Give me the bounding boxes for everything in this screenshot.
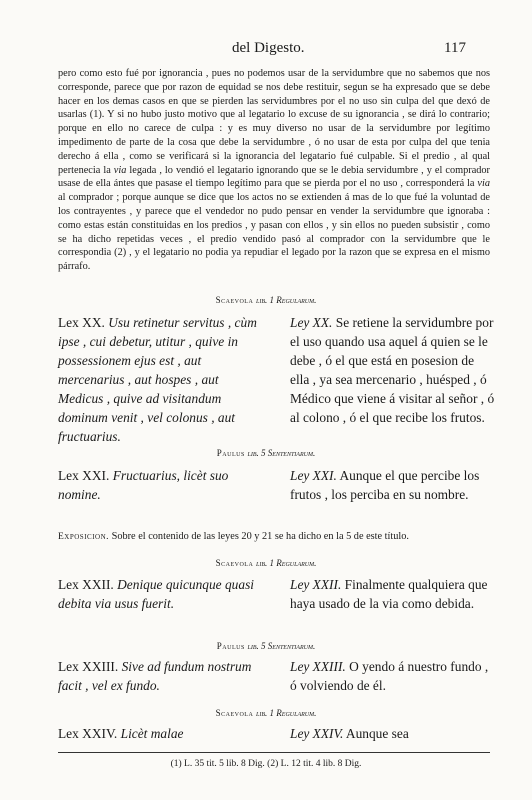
spanish-text-column (290, 657, 496, 695)
latin-law-number: Lex XX. (58, 315, 105, 330)
spanish-text-column (290, 724, 496, 743)
commentary-text: al comprador ; porque aunque se dice que los actos no se extienden á mas de lo que fué la voluntad de los contrayentes , y parece que el vendedor no pudo pensar en vender la servidumbre que ignoraba : como estas están constituidas en los predios , y pasan con ellos , y sin ellos no pueden subsistir , como se ha dicho repetidas veces , el predio vendido pasó al comprador con la servidumbre que le correspondia (2) , y el legatario no podia ya repudiar el legado por la razon que se expresa en el mismo párrafo. (58, 192, 490, 273)
latin-text-column (58, 724, 262, 743)
footnotes: (1) L. 35 tit. 5 lib. 8 Dig. (2) L. 12 tit. 4 lib. 8 Dig. (170, 759, 362, 769)
source-citation (0, 295, 532, 305)
source-author: Scaevola (215, 558, 254, 568)
source-citation (0, 708, 532, 718)
source-work: lib. 1 Regularum. (256, 708, 317, 718)
commentary-text: pero como esto fué por ignorancia , pues no podemos usar de la servidumbre que no sabemos que nos corresponde, parece que por razon de equidad se nos debe restituir, segun se ha expresado que se debe hacer en los demas casos en que se pierden las servidumbres por el no uso sin culpa del que dexó de usarlas (1). Y si no hubo justo motivo que al legatario lo excuse de su ignorancia , se dirá lo contrario; porque en ello no carece de culpa : y es muy diverso no usar de la servidumbre por legítimo impedimento de parte de la cosa que debe la servidumbre , ó no usar de esta por culpa del que tenia derecho á ella , como se verificará si la ignorancia del legatario fué culpable. Si el predio , al qual pertenecia la (58, 68, 490, 176)
source-citation (0, 448, 532, 458)
latin-text-column (58, 466, 262, 504)
exposition-note (58, 530, 490, 545)
source-citation (0, 558, 532, 568)
latin-law-number: Lex XXIV. (58, 726, 118, 741)
source-work: lib. 5 Sententiarum. (247, 448, 316, 458)
latin-law-text: Denique quicunque quasi debita via usus fuerit. (58, 577, 254, 611)
spanish-law-text: Aunque el que percibe los frutos , los perciba en su nombre. (290, 468, 480, 502)
spanish-text-column (290, 313, 496, 427)
commentary-text: legada , lo vendió el legatario ignorando que se le debia servidumbre , y el comprador usase de ella ántes que pasase el tiempo legítimo para que se pierda por el no uso , corresponderá la (58, 164, 490, 190)
latin-law-number: Lex XXII. (58, 577, 114, 592)
spanish-text-column (290, 466, 496, 504)
exposition-text: Sobre el contenido de las leyes 20 y 21 se ha dicho en la 5 de este título. (111, 531, 409, 542)
latin-text-column (58, 313, 262, 446)
commentary-term: via (477, 178, 490, 190)
source-author: Scaevola (215, 708, 254, 718)
source-author: Paulus (216, 448, 245, 458)
latin-text-column (58, 657, 262, 695)
latin-law-number: Lex XXIII. (58, 659, 119, 674)
latin-law-number: Lex XXI. (58, 468, 110, 483)
source-work: lib. 5 Sententiarum. (247, 641, 316, 651)
source-author: Scaevola (215, 295, 254, 305)
exposition-label: Exposicion. (58, 532, 110, 542)
spanish-law-text: O yendo á nuestro fundo , ó volviendo de él. (290, 659, 489, 693)
latin-text-column (58, 575, 262, 613)
spanish-law-number: Ley XXIII. (290, 659, 346, 674)
source-citation (0, 641, 532, 651)
source-author: Paulus (216, 641, 245, 651)
spanish-law-text: Se retiene la servidumbre por el uso quando usa aquel á quien se le debe , ó el que está en posesion de ella , ya sea mercenario , huésped , ó Médico que viene á visitar al señor , ó al colono , ó el que recibe los frutos. (290, 315, 495, 425)
commentary-paragraph (58, 67, 490, 274)
spanish-text-column (290, 575, 496, 613)
spanish-law-number: Ley XXII. (290, 577, 342, 592)
latin-law-text: Fructuarius, licèt suo nomine. (58, 468, 229, 502)
source-work: lib. 1 Regularum. (256, 295, 317, 305)
latin-law-text: Usu retinetur servitus , cùm ipse , cui debetur, utitur , quive in possessionem ejus est , aut mercenarius , aut hospes , aut Medicus , quive ad visitandum dominum venit , vel colonus , aut fructuarius. (58, 315, 257, 444)
spanish-law-number: Ley XXIV. (290, 726, 344, 741)
spanish-law-text: Finalmente qualquiera que haya usado de la via como debida. (290, 577, 488, 611)
spanish-law-text: Aunque sea (345, 726, 409, 741)
spanish-law-number: Ley XX. (290, 315, 333, 330)
page-number: 117 (444, 40, 466, 56)
latin-law-text: Licèt malae (120, 726, 184, 741)
spanish-law-number: Ley XXI. (290, 468, 337, 483)
footnote-divider (58, 752, 490, 753)
page-header (0, 40, 532, 62)
latin-law-text: Sive ad fundum nostrum facit , vel ex fundo. (58, 659, 252, 693)
commentary-term: via (113, 164, 127, 176)
source-work: lib. 1 Regularum. (256, 558, 317, 568)
running-title: del Digesto. (232, 40, 305, 56)
